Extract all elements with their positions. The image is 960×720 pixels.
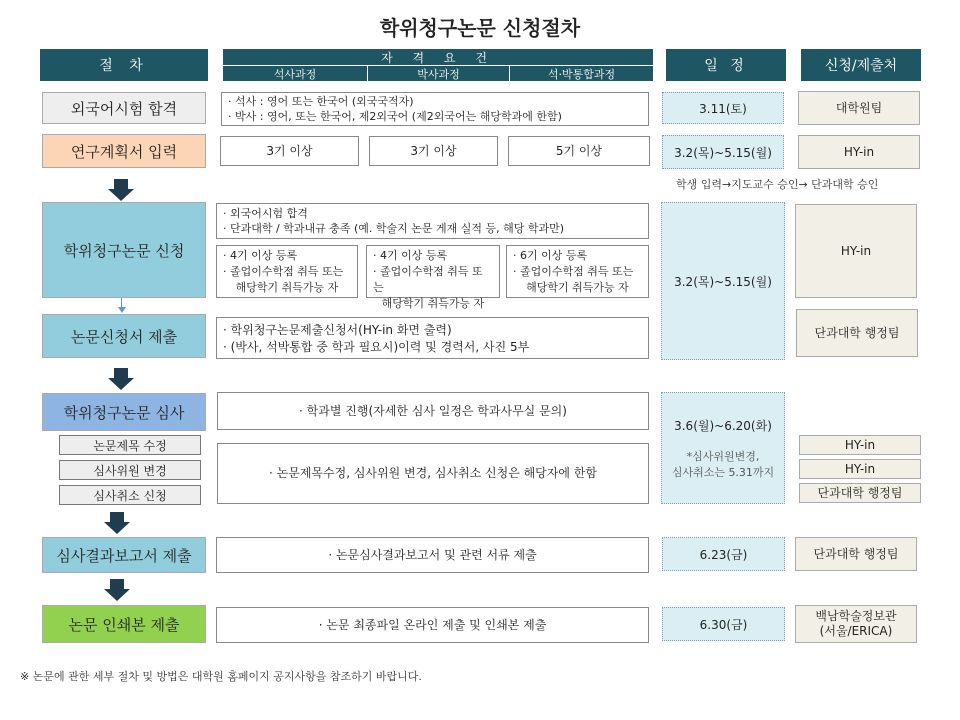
header-integrated: 석·박통합과정 [509,65,653,81]
schedule-review-report: 6.23(금) [662,537,785,571]
step-committee-change: 심사위원 변경 [59,460,201,480]
requirement-application-master [216,245,358,298]
schedule-thesis-application: 3.2(목)~5.15(월) [661,202,785,360]
application-doctor-line2: · 졸업이수학점 취득 또는 [373,265,483,294]
schedule-language-exam: 3.11(토) [662,92,784,124]
requirement-application-common [216,203,649,239]
step-thesis-application: 학위청구논문 신청 [42,202,206,298]
thesis-form-line2: · (박사, 석박통합 중 학과 필요시)이력 및 경력서, 사진 5부 [223,340,530,354]
thesis-form-line1: · 학위청구논문제출신청서(HY-in 화면 출력) [223,323,452,337]
step-foreign-language-exam: 외국어시험 합격 [42,92,206,124]
schedule-research-plan: 3.2(목)~5.15(월) [662,135,784,169]
requirement-language-line1: · 석사 : 영어 또는 한국어 (외국국적자) [228,95,414,108]
research-plan-master: 3기 이상 [220,136,359,166]
requirement-thesis-review: · 학과별 진행(자세한 심사 일정은 학과사무실 문의) [217,392,649,430]
header-doctor: 박사과정 [367,65,509,81]
arrow-down-icon [114,179,128,189]
arrow-down-icon [104,589,130,601]
arrow-down-icon [104,522,130,534]
submit-print-line2: (서울/ERICA) [819,624,893,638]
footnote: ※ 논문에 관한 세부 절차 및 방법은 대학원 홈페이지 공지사항을 참조하기 바랍니다. [20,670,422,683]
research-plan-doctor: 3기 이상 [369,136,498,166]
submit-thesis-form: 단과대학 행정팀 [796,309,918,357]
application-integrated-line1: · 6기 이상 등록 [513,249,588,262]
application-doctor-line1: · 4기 이상 등록 [373,249,448,262]
requirement-language [221,92,649,126]
step-research-plan: 연구계획서 입력 [42,134,206,168]
page-title: 학위청구논문 신청절차 [379,16,581,40]
schedule-thesis-review [661,392,785,504]
submit-thesis-application: HY-in [795,204,917,298]
requirement-thesis-form [216,317,649,359]
step-print-submission: 논문 인쇄본 제출 [42,605,206,643]
step-review-cancel: 심사취소 신청 [59,485,201,505]
connector-arrow-icon [118,307,126,313]
submit-print-submission [795,605,917,643]
header-submit-to: 신청/제출처 [801,49,921,81]
approval-flow-note: 학생 입력→지도교수 승인→ 단과대학 승인 [676,178,879,191]
application-integrated-line2: · 졸업이수학점 취득 또는 [513,265,634,278]
submit-review-cancel: 단과대학 행정팀 [799,483,921,503]
submit-print-line1: 백남학술정보관 [815,609,897,623]
header-qualification: 자 격 요 건 [223,49,653,65]
submit-research-plan: HY-in [798,135,920,169]
application-doctor-line3: 해당학기 취득가능 자 [381,297,485,310]
submit-language-exam: 대학원팀 [798,91,920,125]
submit-committee-change: HY-in [799,459,921,479]
requirement-application-line1: · 외국어시험 합격 [223,207,308,220]
arrow-down-icon [114,368,128,378]
requirement-print-submission: · 논문 최종파일 온라인 제출 및 인쇄본 제출 [216,607,649,643]
step-title-change: 논문제목 수정 [59,435,201,455]
step-thesis-form: 논문신청서 제출 [42,314,206,358]
arrow-down-icon [110,579,124,589]
header-schedule: 일 정 [666,49,786,81]
application-master-line3: 해당학기 취득가능 자 [235,281,339,294]
application-master-line2: · 졸업이수학점 취득 또는 [223,265,344,278]
requirement-language-line2: · 박사 : 영어, 또는 한국어, 제2외국어 (제2외국어는 해당학과에 한함) [228,110,562,123]
step-thesis-review: 학위청구논문 심사 [42,393,206,431]
requirement-change-cancel: · 논문제목수정, 심사위원 변경, 심사취소 신청은 해당자에 한함 [217,443,649,504]
schedule-print-submission: 6.30(금) [662,607,785,641]
header-master: 석사과정 [223,65,367,81]
header-procedure: 절 차 [40,49,208,81]
arrow-down-icon [108,378,134,390]
application-master-line1: · 4기 이상 등록 [223,249,298,262]
requirement-application-integrated [506,245,649,298]
schedule-review-dates: 3.6(월)~6.20(화) [674,418,772,433]
requirement-application-doctor [366,245,500,310]
requirement-review-report: · 논문심사결과보고서 및 관련 서류 제출 [216,537,649,573]
application-integrated-line3: 해당학기 취득가능 자 [526,281,629,294]
submit-review-report: 단과대학 행정팀 [795,537,917,571]
arrow-down-icon [108,189,134,201]
schedule-review-note-1: *심사위원변경, [686,449,760,463]
arrow-down-icon [110,512,124,522]
schedule-review-note-2: 심사취소는 5.31까지 [671,465,775,479]
requirement-application-line2: · 단과대학 / 학과내규 충족 (예. 학술지 논문 게재 실적 등, 해당 학과만) [223,222,565,235]
step-review-report: 심사결과보고서 제출 [42,537,206,573]
research-plan-integrated: 5기 이상 [508,136,650,166]
submit-title-change: HY-in [799,435,921,455]
